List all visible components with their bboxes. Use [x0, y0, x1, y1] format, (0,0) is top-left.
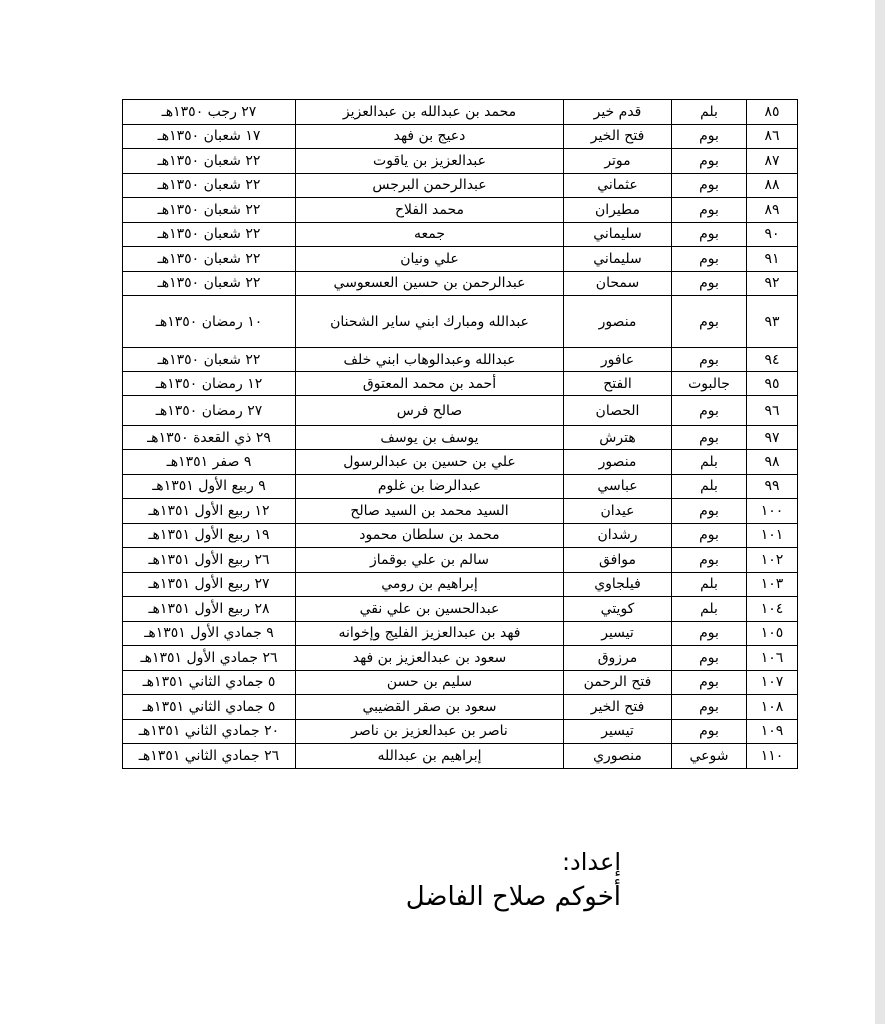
cell-type: بوم	[672, 198, 747, 223]
cell-date: ١٧ شعبان ١٣٥٠هـ	[123, 124, 296, 149]
table-row	[123, 100, 798, 125]
cell-owner: السيد محمد بن السيد صالح	[296, 499, 564, 524]
cell-type: شوعي	[672, 744, 747, 769]
cell-date: ٥ جمادي الثاني ١٣٥١هـ	[123, 695, 296, 720]
cell-date: ٩ صفر ١٣٥١هـ	[123, 450, 296, 475]
cell-type: بوم	[672, 247, 747, 272]
cell-date: ٩ ربيع الأول ١٣٥١هـ	[123, 474, 296, 499]
cell-num: ٩٩	[747, 474, 798, 499]
cell-type: بوم	[672, 348, 747, 372]
cell-date: ٢٨ ربيع الأول ١٣٥١هـ	[123, 597, 296, 622]
table-row	[123, 396, 798, 426]
cell-num: ٩٥	[747, 372, 798, 396]
cell-num: ٩٤	[747, 348, 798, 372]
cell-num: ١٠٢	[747, 548, 798, 573]
cell-date: ٢٩ ذي القعدة ١٣٥٠هـ	[123, 426, 296, 450]
cell-type: جالبوت	[672, 372, 747, 396]
cell-owner: علي ونيان	[296, 247, 564, 272]
table-row	[123, 296, 798, 348]
table-row	[123, 450, 798, 475]
cell-type: بوم	[672, 296, 747, 348]
cell-num: ٩٧	[747, 426, 798, 450]
cell-num: ١٠٩	[747, 719, 798, 744]
cell-owner: إبراهيم بن عبدالله	[296, 744, 564, 769]
table-row	[123, 597, 798, 622]
cell-type: بلم	[672, 572, 747, 597]
cell-owner: جمعه	[296, 222, 564, 247]
cell-date: ٢٦ ربيع الأول ١٣٥١هـ	[123, 548, 296, 573]
cell-name: فتح الخير	[564, 695, 672, 720]
cell-num: ١٠٥	[747, 621, 798, 646]
cell-owner: دعيج بن فهد	[296, 124, 564, 149]
table-row	[123, 124, 798, 149]
cell-name: منصور	[564, 450, 672, 475]
cell-num: ٨٧	[747, 149, 798, 174]
cell-owner: فهد بن عبدالعزيز الفليج وإخوانه	[296, 621, 564, 646]
cell-type: بوم	[672, 621, 747, 646]
cell-num: ١٠٣	[747, 572, 798, 597]
cell-type: بوم	[672, 173, 747, 198]
cell-date: ٢٢ شعبان ١٣٥٠هـ	[123, 149, 296, 174]
cell-name: تيسير	[564, 719, 672, 744]
cell-name: تيسير	[564, 621, 672, 646]
cell-date: ٢٧ ربيع الأول ١٣٥١هـ	[123, 572, 296, 597]
cell-type: بلم	[672, 597, 747, 622]
cell-num: ٩٨	[747, 450, 798, 475]
cell-owner: سعود بن صقر القضيبي	[296, 695, 564, 720]
cell-name: سليماني	[564, 222, 672, 247]
cell-name: مرزوق	[564, 646, 672, 671]
cell-type: بوم	[672, 271, 747, 296]
cell-date: ١٩ ربيع الأول ١٣٥١هـ	[123, 523, 296, 548]
cell-num: ١٠٧	[747, 670, 798, 695]
cell-num: ٨٩	[747, 198, 798, 223]
ship-register-table	[122, 99, 798, 769]
cell-num: ١٠٦	[747, 646, 798, 671]
prepared-by-label: إعداد:	[561, 848, 621, 876]
cell-owner: سالم بن علي بوقماز	[296, 548, 564, 573]
cell-owner: محمد بن عبدالله بن عبدالعزيز	[296, 100, 564, 125]
cell-type: بوم	[672, 695, 747, 720]
cell-type: بوم	[672, 149, 747, 174]
cell-name: سليماني	[564, 247, 672, 272]
cell-name: عيدان	[564, 499, 672, 524]
cell-num: ٩٣	[747, 296, 798, 348]
cell-type: بلم	[672, 450, 747, 475]
cell-name: موتر	[564, 149, 672, 174]
table-row	[123, 548, 798, 573]
cell-type: بوم	[672, 396, 747, 426]
cell-owner: علي بن حسين بن عبدالرسول	[296, 450, 564, 475]
cell-type: بوم	[672, 646, 747, 671]
cell-num: ٩٢	[747, 271, 798, 296]
table-row	[123, 670, 798, 695]
cell-date: ٢٦ جمادي الثاني ١٣٥١هـ	[123, 744, 296, 769]
cell-owner: عبدالله ومبارك ابني ساير الشحنان	[296, 296, 564, 348]
cell-num: ١١٠	[747, 744, 798, 769]
cell-date: ١٢ ربيع الأول ١٣٥١هـ	[123, 499, 296, 524]
table-row	[123, 372, 798, 396]
cell-name: عباسي	[564, 474, 672, 499]
cell-type: بوم	[672, 548, 747, 573]
cell-owner: عبدالرضا بن غلوم	[296, 474, 564, 499]
cell-date: ٢٧ رمضان ١٣٥٠هـ	[123, 396, 296, 426]
cell-name: مطيران	[564, 198, 672, 223]
cell-num: ١٠٤	[747, 597, 798, 622]
cell-date: ٢٦ جمادي الأول ١٣٥١هـ	[123, 646, 296, 671]
cell-num: ٩١	[747, 247, 798, 272]
cell-num: ٩٠	[747, 222, 798, 247]
table-row	[123, 149, 798, 174]
cell-date: ١٢ رمضان ١٣٥٠هـ	[123, 372, 296, 396]
cell-name: كويتي	[564, 597, 672, 622]
cell-name: سمحان	[564, 271, 672, 296]
cell-name: رشدان	[564, 523, 672, 548]
table-row	[123, 198, 798, 223]
table-row	[123, 173, 798, 198]
cell-type: بوم	[672, 124, 747, 149]
cell-name: الفتح	[564, 372, 672, 396]
cell-owner: إبراهيم بن رومي	[296, 572, 564, 597]
cell-owner: عبدالحسين بن علي نقي	[296, 597, 564, 622]
cell-num: ١٠٠	[747, 499, 798, 524]
table-row	[123, 499, 798, 524]
cell-name: الحصان	[564, 396, 672, 426]
cell-owner: عبدالله وعبدالوهاب ابني خلف	[296, 348, 564, 372]
table-row	[123, 348, 798, 372]
table-row	[123, 247, 798, 272]
cell-date: ٢٧ رجب ١٣٥٠هـ	[123, 100, 296, 125]
table-row	[123, 621, 798, 646]
cell-date: ١٠ رمضان ١٣٥٠هـ	[123, 296, 296, 348]
table-row	[123, 572, 798, 597]
table-row	[123, 474, 798, 499]
cell-type: بوم	[672, 222, 747, 247]
author-name: أخوكم صلاح الفاضل	[405, 882, 621, 912]
table-row	[123, 744, 798, 769]
cell-type: بوم	[672, 670, 747, 695]
cell-date: ٢٢ شعبان ١٣٥٠هـ	[123, 198, 296, 223]
cell-num: ٨٥	[747, 100, 798, 125]
cell-owner: صالح فرس	[296, 396, 564, 426]
ship-register-body	[123, 100, 798, 769]
cell-num: ١٠٨	[747, 695, 798, 720]
cell-name: هترش	[564, 426, 672, 450]
cell-date: ٢٢ شعبان ١٣٥٠هـ	[123, 173, 296, 198]
cell-name: قدم خير	[564, 100, 672, 125]
cell-owner: سليم بن حسن	[296, 670, 564, 695]
cell-owner: أحمد بن محمد المعتوق	[296, 372, 564, 396]
cell-owner: سعود بن عبدالعزيز بن فهد	[296, 646, 564, 671]
cell-date: ٢٢ شعبان ١٣٥٠هـ	[123, 348, 296, 372]
page-edge	[875, 0, 885, 1024]
cell-owner: يوسف بن يوسف	[296, 426, 564, 450]
cell-owner: عبدالرحمن البرجس	[296, 173, 564, 198]
cell-type: بلم	[672, 100, 747, 125]
table-row	[123, 719, 798, 744]
table-row	[123, 646, 798, 671]
table-row	[123, 426, 798, 450]
cell-type: بوم	[672, 499, 747, 524]
cell-owner: عبدالرحمن بن حسين العسعوسي	[296, 271, 564, 296]
cell-date: ٥ جمادي الثاني ١٣٥١هـ	[123, 670, 296, 695]
cell-num: ٩٦	[747, 396, 798, 426]
cell-name: عافور	[564, 348, 672, 372]
cell-type: بوم	[672, 523, 747, 548]
credits-block	[406, 845, 621, 915]
cell-num: ١٠١	[747, 523, 798, 548]
cell-type: بوم	[672, 719, 747, 744]
cell-name: فتح الرحمن	[564, 670, 672, 695]
table-row	[123, 695, 798, 720]
cell-type: بلم	[672, 474, 747, 499]
cell-owner: محمد بن سلطان محمود	[296, 523, 564, 548]
cell-owner: ناصر بن عبدالعزيز بن ناصر	[296, 719, 564, 744]
cell-owner: محمد الفلاح	[296, 198, 564, 223]
cell-date: ٢٠ جمادي الثاني ١٣٥١هـ	[123, 719, 296, 744]
table-row	[123, 271, 798, 296]
cell-date: ٩ جمادي الأول ١٣٥١هـ	[123, 621, 296, 646]
cell-name: فيلجاوي	[564, 572, 672, 597]
cell-name: فتح الخير	[564, 124, 672, 149]
cell-owner: عبدالعزيز بن ياقوت	[296, 149, 564, 174]
table-row	[123, 222, 798, 247]
cell-name: موافق	[564, 548, 672, 573]
cell-name: منصوري	[564, 744, 672, 769]
cell-num: ٨٦	[747, 124, 798, 149]
cell-type: بوم	[672, 426, 747, 450]
cell-date: ٢٢ شعبان ١٣٥٠هـ	[123, 247, 296, 272]
table-row	[123, 523, 798, 548]
cell-num: ٨٨	[747, 173, 798, 198]
cell-name: عثماني	[564, 173, 672, 198]
cell-date: ٢٢ شعبان ١٣٥٠هـ	[123, 222, 296, 247]
cell-date: ٢٢ شعبان ١٣٥٠هـ	[123, 271, 296, 296]
cell-name: منصور	[564, 296, 672, 348]
